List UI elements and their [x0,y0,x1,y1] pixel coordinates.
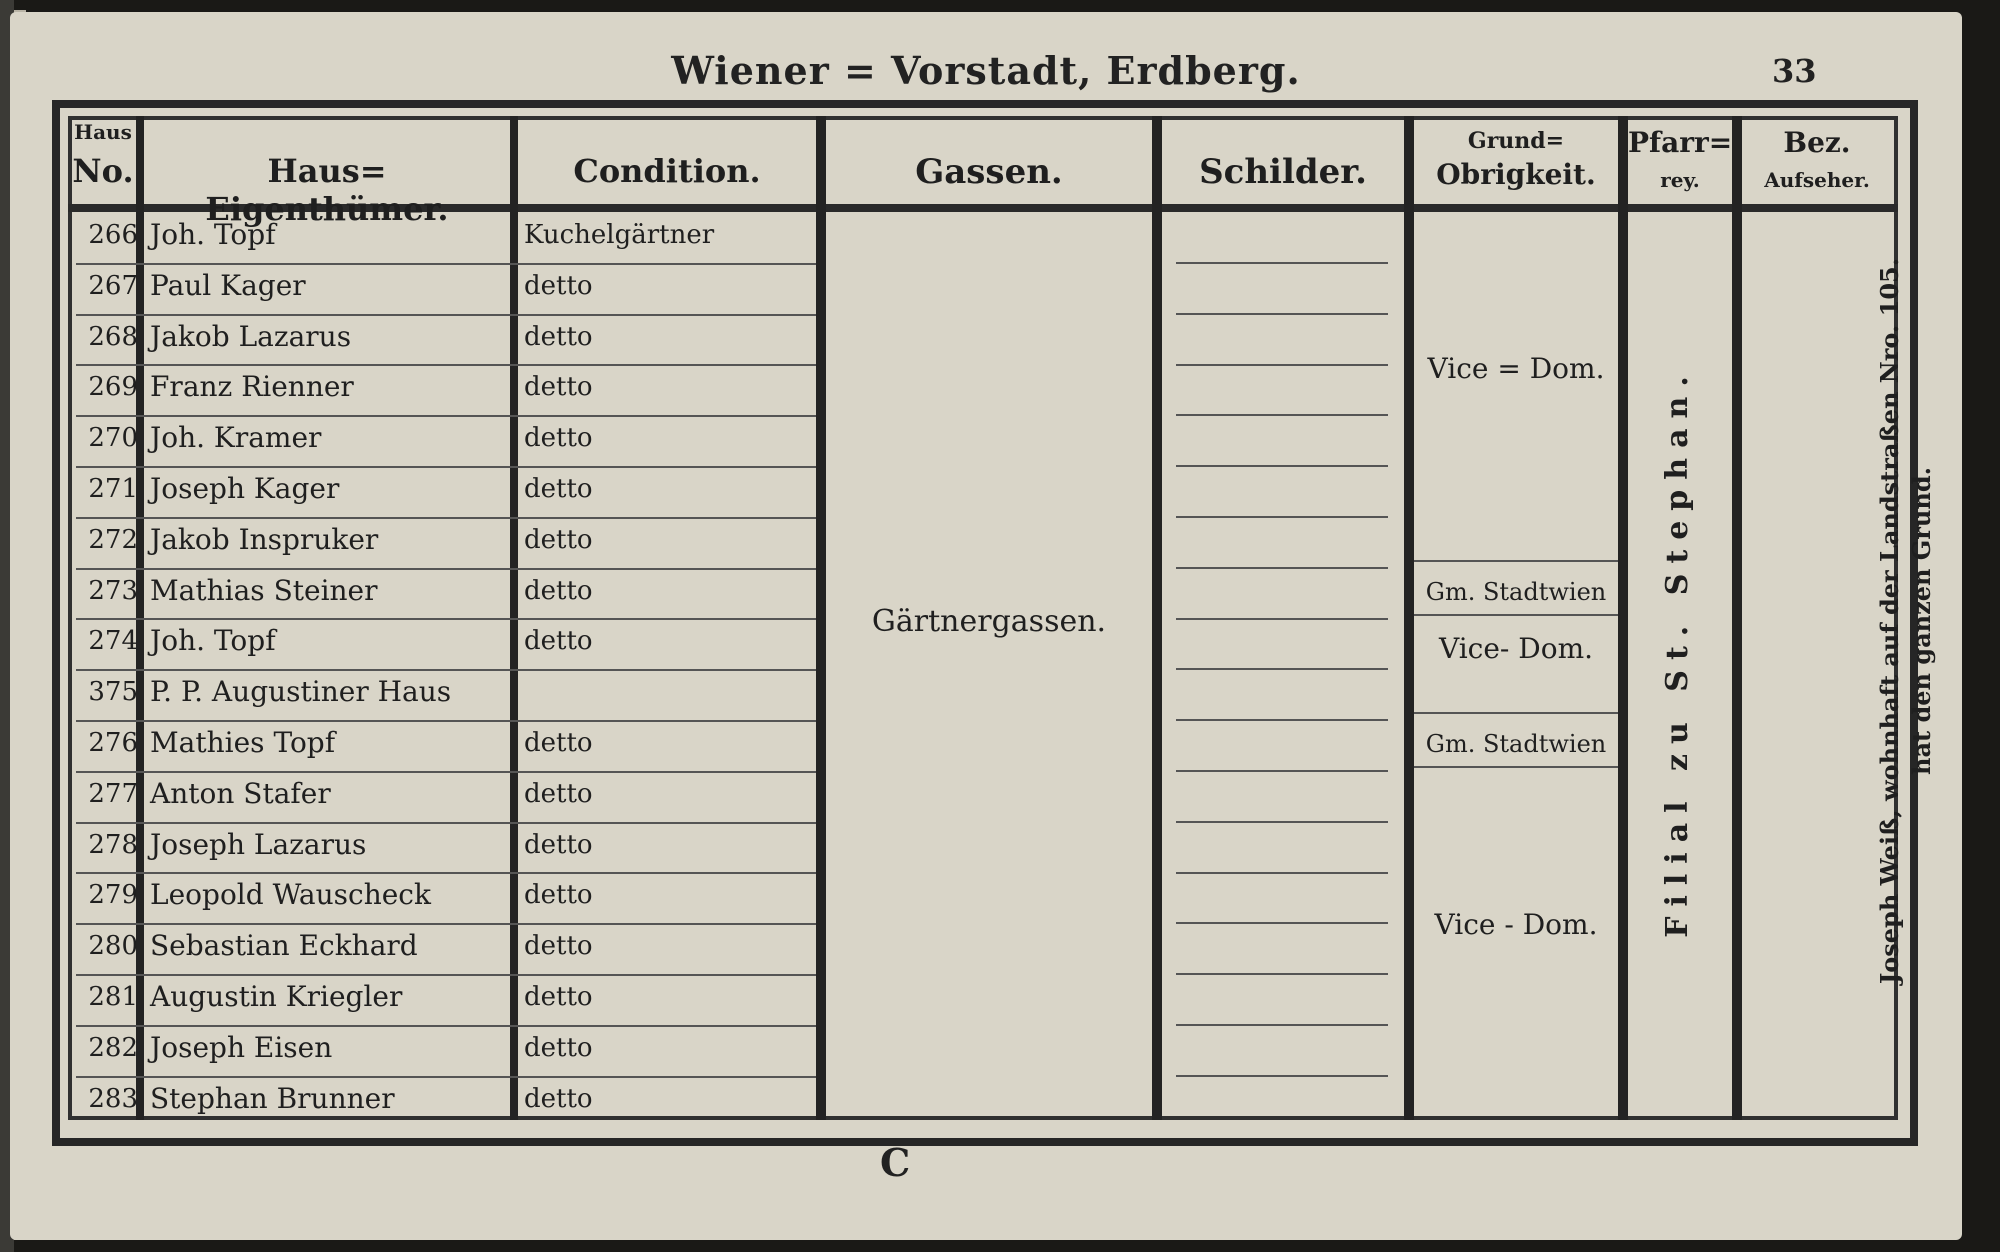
signs-line [1176,1075,1388,1077]
signs-line [1176,1024,1388,1026]
bez-value-line1: Joseph Weiß, wohnhaft auf der Landstraßen Nro. 105. [1875,257,1904,985]
row-number: 375 [88,677,138,708]
row-divider [76,517,816,519]
row-condition: detto [524,626,593,657]
row-owner: P. P. Augustiner Haus [150,675,452,709]
header-pfarr-top: Pfarr= [1628,126,1733,159]
row-divider [76,720,816,722]
header-bez: Aufseher. [1764,168,1870,192]
col-divider-street [1152,116,1162,1120]
row-owner: Joh. Topf [150,624,276,658]
signs-line [1176,313,1388,315]
row-number: 272 [88,524,138,555]
row-number: 282 [88,1032,138,1063]
grund-divider-3 [1414,712,1618,714]
row-condition: detto [524,575,593,606]
row-divider [76,263,816,265]
row-number: 269 [88,372,138,403]
row-divider [76,314,816,316]
row-owner: Joh. Topf [150,218,276,251]
row-owner: Augustin Kriegler [150,980,403,1013]
header-owner: Haus= Eigenthümer. [205,152,449,228]
row-condition: detto [524,321,593,352]
row-owner: Mathies Topf [150,726,336,759]
row-owner: Paul Kager [150,268,306,302]
grund-divider-2 [1414,614,1618,616]
book-page [10,12,1962,1240]
row-owner: Mathias Steiner [150,573,378,607]
header-condition: Condition. [573,152,761,190]
row-owner: Leopold Wauscheck [150,878,431,912]
row-condition: detto [524,474,593,504]
row-owner: Jakob Inspruker [150,522,379,556]
row-owner: Joseph Lazarus [150,827,367,861]
header-signs: Schilder. [1199,152,1367,192]
row-number: 268 [88,321,138,352]
signs-line [1176,364,1388,366]
row-divider [76,669,816,671]
grund-divider-1 [1414,560,1618,562]
row-number: 280 [88,931,138,962]
signs-line [1176,262,1388,264]
row-number: 270 [88,423,138,454]
row-condition: detto [524,524,593,555]
grund-stadtwien-2: Gm. Stadtwien [1425,730,1607,758]
col-divider-pfarr [1732,116,1742,1120]
row-number: 267 [88,270,138,301]
row-condition: detto [524,829,593,860]
row-number: 271 [88,474,138,504]
signature-mark: C [880,1140,911,1185]
pfarr-value: Filial zu St. Stephan. [1660,366,1695,938]
row-number: 279 [88,880,138,911]
row-owner: Stephan Brunner [150,1081,395,1115]
row-divider [76,568,816,570]
page-title: Wiener = Vorstadt, Erdberg. [671,48,1301,93]
row-condition: detto [524,880,593,911]
signs-line [1176,668,1388,670]
header-grund: Obrigkeit. [1436,158,1596,191]
signs-line [1176,618,1388,620]
row-condition: detto [524,931,593,962]
row-divider [76,974,816,976]
signs-line [1176,567,1388,569]
row-owner: Joseph Eisen [150,1030,333,1064]
signs-line [1176,872,1388,874]
header-haus: Haus [74,120,132,144]
row-divider [76,1076,816,1078]
row-condition: Kuchelgärtner [524,220,715,250]
row-divider [76,923,816,925]
row-number: 283 [88,1083,138,1114]
row-condition: detto [524,270,593,301]
row-divider [76,364,816,366]
row-condition: detto [524,778,593,809]
row-owner: Jakob Lazarus [150,319,352,353]
header-street: Gassen. [915,152,1063,192]
row-divider [76,771,816,773]
header-no: No. [72,152,134,190]
col-divider-signs [1404,116,1414,1120]
row-condition: detto [524,982,593,1012]
row-number: 266 [88,220,138,250]
row-owner: Anton Stafer [150,776,331,810]
row-divider [76,1025,816,1027]
header-bez-top: Bez. [1783,126,1851,159]
row-number: 273 [88,575,138,606]
row-number: 278 [88,829,138,860]
col-divider-grund [1618,116,1628,1120]
signs-line [1176,770,1388,772]
signs-line [1176,973,1388,975]
signs-line [1176,922,1388,924]
signs-line [1176,414,1388,416]
row-divider [76,872,816,874]
grund-divider-4 [1414,766,1618,768]
signs-line [1176,465,1388,467]
header-grund-top: Grund= [1467,128,1565,154]
row-divider [76,415,816,417]
row-divider [76,466,816,468]
row-divider [76,618,816,620]
grund-stadtwien-1: Gm. Stadtwien [1425,578,1607,606]
row-owner: Joseph Kager [150,472,340,505]
signs-line [1176,516,1388,518]
row-condition: detto [524,372,593,403]
row-condition: detto [524,1083,593,1114]
row-owner: Franz Rienner [150,370,354,404]
row-condition: detto [524,728,593,758]
row-number: 276 [88,728,138,758]
row-number: 281 [88,982,138,1012]
row-number: 274 [88,626,138,657]
header-pfarr: rey. [1660,168,1700,192]
col-divider-condition [816,116,826,1120]
signs-line [1176,821,1388,823]
page-number: 33 [1772,52,1817,90]
grund-vice-dom-1: Vice = Dom. [1427,352,1605,385]
street-value: Gärtnergassen. [871,604,1107,639]
signs-line [1176,719,1388,721]
bez-value-line2: hat den ganzen Grund. [1907,467,1936,775]
row-condition: detto [524,423,593,454]
row-condition: detto [524,1032,593,1063]
row-owner: Sebastian Eckhard [150,929,418,963]
row-divider [76,822,816,824]
grund-vice-dom-3: Vice - Dom. [1434,908,1598,941]
row-owner: Joh. Kramer [150,421,322,455]
grund-vice-dom-2: Vice- Dom. [1438,632,1594,665]
row-number: 277 [88,778,138,809]
